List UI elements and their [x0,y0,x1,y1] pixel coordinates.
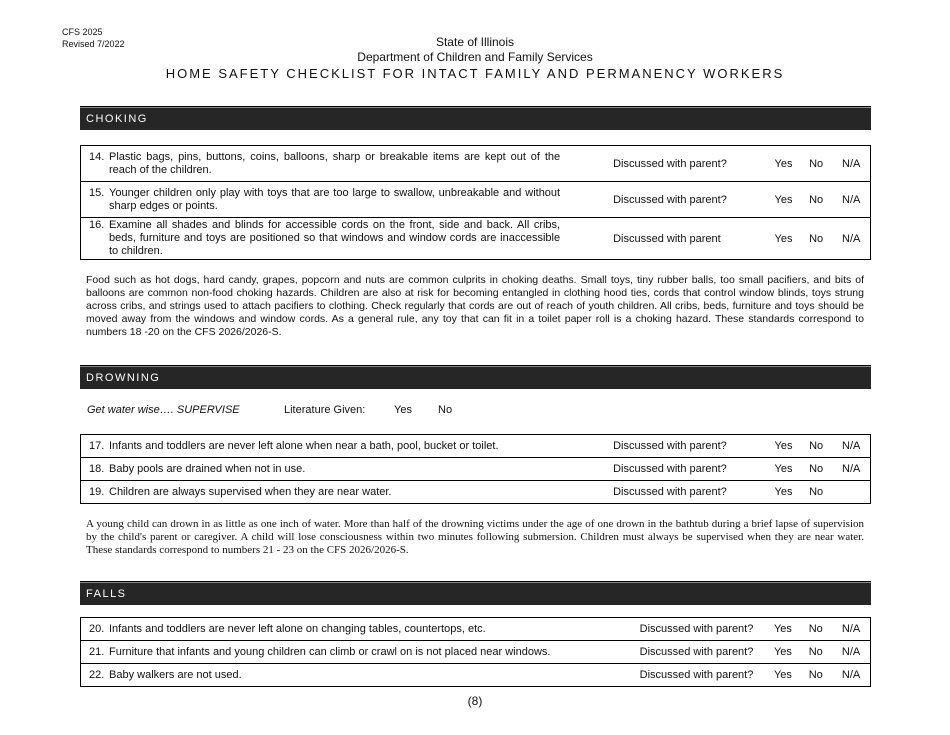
yes-option[interactable]: Yes [767,481,800,504]
literature-label: Literature Given: [284,404,366,416]
drowning-checklist [80,434,871,504]
header-state: State of Illinois [435,35,515,49]
checklist-row [81,218,871,260]
literature-no-option[interactable]: No [438,404,453,416]
checklist-row [81,458,871,481]
form-revision: Revised 7/2022 [62,39,125,49]
no-option[interactable]: No [800,481,833,504]
discussed-label: Discussed with parent? [560,458,767,481]
na-option[interactable]: N/A [832,218,870,260]
discussed-label: Discussed with parent? [631,618,767,641]
na-option[interactable]: N/A [832,182,870,218]
no-option[interactable]: No [800,435,833,458]
water-slogan: Get water wise…. SUPERVISE [87,404,240,416]
item-number: 16. [89,219,105,231]
page-title: HOME SAFETY CHECKLIST FOR INTACT FAMILY AND PERMANENCY WORKERS [165,66,785,81]
section-heading-choking: CHOKING [80,106,871,130]
item-number: 20. [89,622,105,635]
no-option[interactable]: No [799,664,832,687]
yes-option[interactable]: Yes [767,664,800,687]
header-department: Department of Children and Family Services [357,50,593,64]
choking-checklist [80,145,871,260]
item-number: 17. [89,439,105,452]
yes-option[interactable]: Yes [767,618,800,641]
item-text: Infants and toddlers are never left alone on changing tables, countertops, etc. [109,622,486,635]
na-option[interactable]: N/A [832,618,870,641]
yes-option[interactable]: Yes [767,435,800,458]
yes-option[interactable]: Yes [767,641,800,664]
item-text: Plastic bags, pins, buttons, coins, balloons, sharp or breakable items are kept out of the reach of the children. [109,150,561,176]
item-text: Infants and toddlers are never left alone when near a bath, pool, bucket or toilet. [109,439,499,452]
item-text: Furniture that infants and young children can climb or crawl on is not placed near windows. [109,645,551,658]
item-number: 18. [89,462,105,475]
na-option[interactable]: N/A [832,435,870,458]
drowning-note: A young child can drown in as little as one inch of water. More than half of the drowning victims under the age of one drown in the bathtub during a brief lapse of supervision by the child's parent or caregiver. A child will lose consciousness within two minutes following submersion. Children must always be supervised when they are near water. These standards correspond to numbers 21 - 23 on the CFS 2026/2026-S. [86,518,864,556]
discussed-label: Discussed with parent? [560,146,767,182]
yes-option[interactable]: Yes [767,458,800,481]
item-number: 14. [89,150,105,163]
section-heading-falls: FALLS [80,581,871,605]
discussed-label: Discussed with parent [560,218,767,260]
falls-checklist [80,617,871,687]
checklist-row [81,618,871,641]
discussed-label: Discussed with parent? [560,182,767,218]
na-option[interactable]: N/A [832,146,870,182]
checklist-row [81,182,871,218]
no-option[interactable]: No [799,641,832,664]
no-option[interactable]: No [800,218,833,260]
checklist-row [81,641,871,664]
item-number: 22. [89,668,105,681]
yes-option[interactable]: Yes [767,182,800,218]
page-number: (8) [467,694,483,708]
item-text: Children are always supervised when they are near water. [109,485,392,498]
checklist-row [81,435,871,458]
no-option[interactable]: No [800,146,833,182]
discussed-label: Discussed with parent? [631,664,767,687]
checklist-row [81,146,871,182]
checklist-row [81,664,871,687]
item-text: Baby pools are drained when not in use. [109,462,306,475]
discussed-label: Discussed with parent? [560,435,767,458]
checklist-row [81,481,871,504]
no-option[interactable]: No [800,458,833,481]
item-number: 19. [89,485,105,498]
no-option[interactable]: No [799,618,832,641]
item-text: Examine all shades and blinds for accessible cords on the front, side and back. All cribs, beds, furniture and toys are positioned so that windows and window cords are inaccessible to children. [109,219,561,257]
yes-option[interactable]: Yes [767,146,800,182]
item-number: 21. [89,645,105,658]
no-option[interactable]: No [800,182,833,218]
na-option[interactable]: N/A [832,641,870,664]
na-option[interactable]: N/A [832,664,870,687]
item-number: 15. [89,186,105,199]
item-text: Baby walkers are not used. [109,668,242,681]
na-option [832,481,870,504]
item-text: Younger children only play with toys that are too large to swallow, unbreakable and without sharp edges or points. [109,186,561,212]
discussed-label: Discussed with parent? [560,481,767,504]
literature-yes-option[interactable]: Yes [394,404,412,416]
choking-note: Food such as hot dogs, hard candy, grapes, popcorn and nuts are common culprits in choking deaths. Small toys, tiny rubber balls, too small pacifiers, and bits of balloons are common non-food choking hazards. Children are also at risk for becoming entangled in clothing hood ties, cords that control window blinds, toys strung across cribs, and strings used to attach pacifiers to clothing. Check regularly that cords are out of reach of youth children. All cribs, beds, furniture and toys should be moved away from the windows and window cords. As a general rule, any toy that can fit in a toilet paper roll is a choking hazard. These standards correspond to numbers 18 -20 on the CFS 2026/2026-S. [86,274,864,338]
yes-option[interactable]: Yes [767,218,800,260]
section-heading-drowning: DROWNING [80,365,871,389]
na-option[interactable]: N/A [832,458,870,481]
form-number: CFS 2025 [62,27,103,37]
discussed-label: Discussed with parent? [631,641,767,664]
